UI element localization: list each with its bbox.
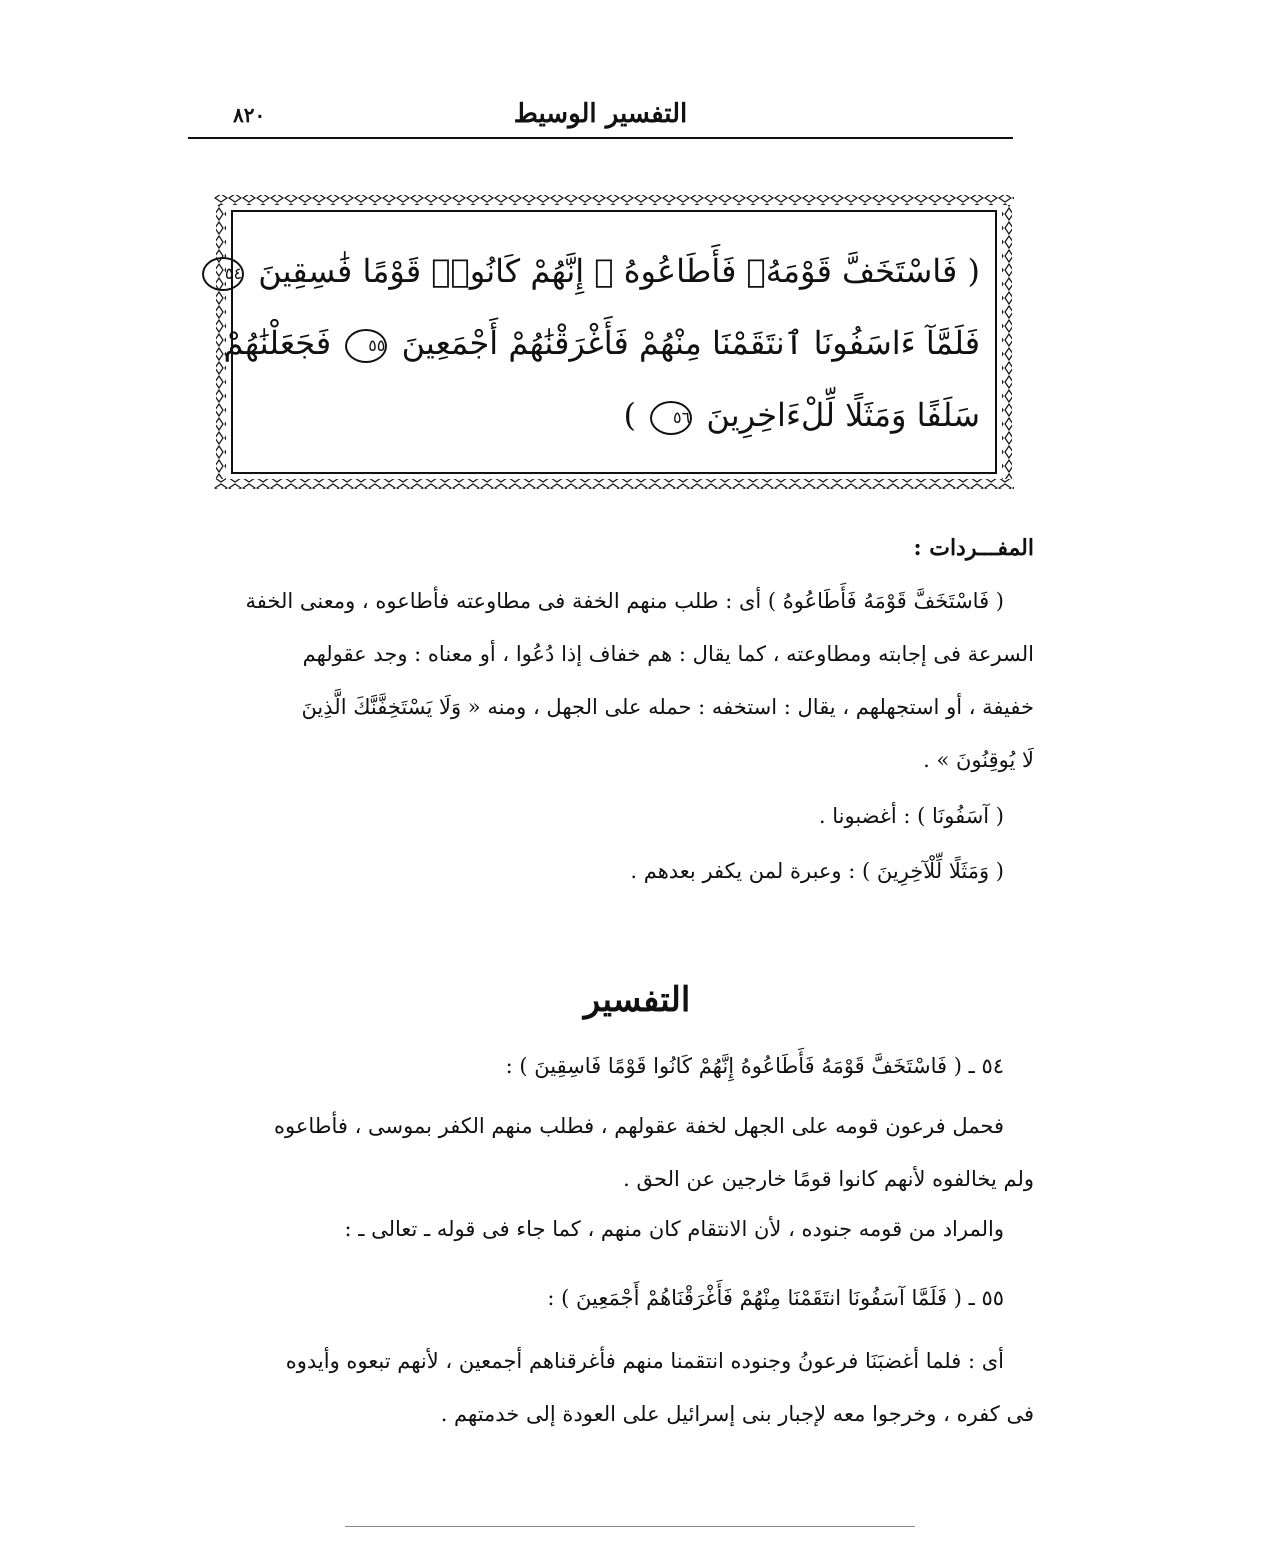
- ayah-number-56: ٥٦: [650, 401, 692, 435]
- verse-text: [223, 235, 980, 451]
- quran-verse-box: [214, 193, 1014, 491]
- header-divider: [188, 137, 1013, 139]
- tafsir-p3-line-1: أى : فلما أغضبَنَا فرعونُ وجنوده انتقمنا منهم فأغرقناهم أجمعين ، لأنهم تبعوه وأيدوه: [285, 1349, 1004, 1373]
- tafsir-paragraph-2: والمراد من قومه جنوده ، لأن الانتقام كان منهم ، كما جاء فى قوله ـ تعالى ـ :: [344, 1217, 1004, 1241]
- verse-closing-paren: ): [623, 396, 636, 434]
- vocab-entry-asafuna: ( آسَفُونَا ) : أغضبونا .: [818, 804, 1004, 828]
- verse-line-2: [223, 307, 980, 379]
- vocab-entry-mathalan: ( وَمَثَلًا لِّلْآخِرِينَ ) : وعبرة لمن يكفر بعدهم .: [630, 859, 1004, 883]
- tafsir-paragraph-1: [204, 1100, 1034, 1206]
- book-title: التفسير الوسيط: [513, 99, 688, 129]
- verse-line-3-text: سَلَفًا وَمَثَلًا لِّلْءَاخِرِينَ: [706, 396, 980, 434]
- tafsir-title: التفسير: [583, 980, 691, 1020]
- tafsir-paragraph-3: [204, 1335, 1034, 1441]
- vocab-line-1: ( فَاسْتَخَفَّ قَوْمَهُ فَأَطَاعُوهُ ) أى : طلب منهم الخفة فى مطاوعته فأطاعوه ، ومعنى الخفة: [245, 589, 1004, 613]
- tafsir-p1-line-1: فحمل فرعون قومه على الجهل لخفة عقولهم ، فطلب منهم الكفر بموسى ، فأطاعوه: [273, 1114, 1004, 1138]
- verse-line-2b-text: فَجَعَلْنَٰهُمْ: [223, 324, 332, 362]
- vocabulary-paragraph: [204, 575, 1034, 787]
- verse-line-3: [254, 379, 980, 451]
- verse-line-1: [224, 235, 980, 307]
- verse-line-1-text: ( فَاسْتَخَفَّ قَوْمَهُۥ فَأَطَاعُوهُ ۚ إِنَّهُمْ كَانُوا۟ قَوْمًا فَٰسِقِينَ: [258, 252, 980, 290]
- ayah-number-55: ٥٥: [345, 329, 387, 363]
- vocabulary-heading: المفـــردات :: [913, 535, 1034, 561]
- page-number: ٨٢٠: [233, 103, 266, 127]
- page-header: [188, 95, 1013, 135]
- vocab-line-4: لَا يُوقِنُونَ » .: [923, 748, 1034, 772]
- vocab-line-3: خفيفة ، أو استجهلهم ، يقال : استخفه : حمله على الجهل ، ومنه « وَلَا يَسْتَخِفَّنَّكَ الَّذِينَ: [301, 695, 1034, 719]
- verse-55-heading: ٥٥ ـ ( فَلَمَّا آسَفُونَا انتَقَمْنَا مِنْهُمْ فَأَغْرَقْنَاهُمْ أَجْمَعِينَ ) :: [547, 1286, 1004, 1310]
- footer-divider: [345, 1526, 915, 1527]
- verse-54-heading: ٥٤ ـ ( فَاسْتَخَفَّ قَوْمَهُ فَأَطَاعُوهُ إِنَّهُمْ كَانُوا قَوْمًا فَاسِقِينَ ) :: [505, 1054, 1004, 1078]
- verse-line-2-text: فَلَمَّآ ءَاسَفُونَا ٱنتَقَمْنَا مِنْهُمْ فَأَغْرَقْنَٰهُمْ أَجْمَعِينَ: [401, 324, 980, 362]
- ayah-number-54: ٥٤: [202, 257, 244, 291]
- tafsir-p1-line-2: ولم يخالفوه لأنهم كانوا قومًا خارجين عن الحق .: [623, 1167, 1034, 1191]
- tafsir-p3-line-2: فى كفره ، وخرجوا معه لإجبار بنى إسرائيل على العودة إلى خدمتهم .: [440, 1402, 1034, 1426]
- vocab-line-2: السرعة فى إجابته ومطاوعته ، كما يقال : هم خفاف إذا دُعُوا ، أو معناه : وجد عقولهم: [302, 642, 1034, 666]
